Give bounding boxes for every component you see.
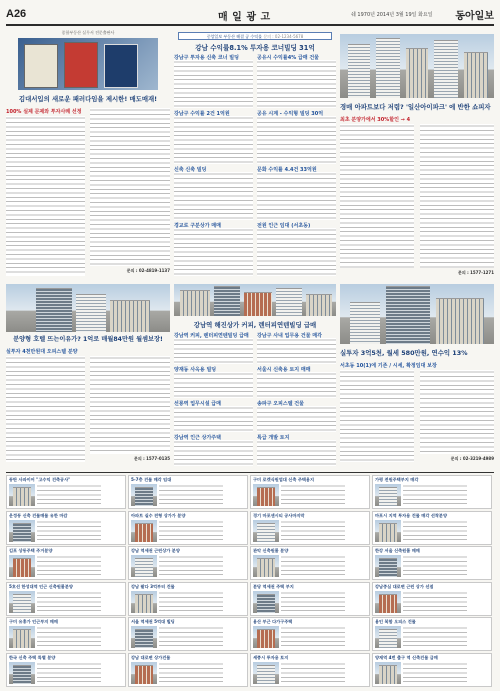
office-tower-image (340, 284, 494, 344)
classified-ad (128, 511, 248, 545)
classified-ad (372, 546, 492, 580)
classified-title: 동탄 사파이어 "고수익 건축공사" (9, 477, 71, 482)
classified-title: 용산 부근 다가구주택 (253, 619, 293, 625)
listing-item: 양재동 사옥용 빌딩 (174, 366, 253, 398)
classified-title: 경기 마포센시티 공사마지막 (253, 512, 305, 518)
ad-title: 강남 수익률8.1% 투자용 코너빌딩 31억 (195, 44, 315, 52)
classified-property-image (131, 662, 157, 684)
classified-ad (250, 582, 370, 616)
classified-property-image (131, 520, 157, 542)
ad-contact: 문의 : 02-3219-4989 (450, 456, 494, 461)
classified-title: 세종시 투자용 토지 (253, 655, 289, 660)
ad-subtitle: 실투자 4천만원대 오피스텔 분양 (6, 349, 78, 354)
classified-title: 마포시 지역 투자용 건물 매각 선착분양 (375, 512, 448, 518)
classified-ad (250, 617, 370, 651)
classified-title: 구미 로켓식원업대 신축 주택용지 (253, 477, 315, 482)
classified-body-text (403, 591, 467, 613)
classified-property-image (9, 662, 35, 684)
classified-body-text (403, 662, 467, 684)
classified-property-image (375, 626, 401, 648)
ad-body-text-col2 (420, 124, 494, 268)
ad-body-text-col2 (90, 356, 170, 454)
ad-mid-right (340, 284, 494, 470)
classified-ad (128, 475, 248, 509)
classified-body-text (403, 484, 467, 506)
classified-property-image (375, 662, 401, 684)
classified-body-text (37, 591, 101, 613)
classified-ad (250, 511, 370, 545)
classified-property-image (253, 591, 279, 613)
classified-body-text (159, 484, 223, 506)
classified-property-image (253, 626, 279, 648)
classified-ad (6, 653, 126, 687)
classified-property-image (253, 484, 279, 506)
listing-item: 강남역 커피, 렌터피연텐빌딩 급매 (174, 332, 253, 364)
classified-body-text (159, 591, 223, 613)
classified-title: 한국 신축 주택 특별 분양 (9, 655, 56, 660)
classified-title: 강남 역세권 근린상가 분양 (131, 548, 180, 554)
ad-tag: 종합부동산 실무서 전문출판사 (61, 30, 115, 35)
classified-title: 강남 대로변 상가건물 (131, 655, 171, 660)
listing-item: 서울시 신축용 토지 매매 (257, 366, 336, 398)
hotel-building-image (6, 284, 170, 332)
ad-body-text-col2 (90, 108, 170, 266)
issue-date: 쉐 1970년 2014년 3월 19일 화요일 (351, 12, 433, 18)
classified-title: 관악 신축원룸 분양 (253, 548, 289, 554)
classified-title: 가평 전원주택부지 매각 (375, 477, 419, 482)
classified-ad (128, 582, 248, 616)
classified-property-image (131, 555, 157, 577)
classified-title: 분당 역세권 주택 부지 (253, 583, 294, 589)
classified-body-text (37, 520, 101, 542)
classified-property-image (9, 555, 35, 577)
classified-title: 서울 역세권 5억대 빌딩 (131, 619, 175, 625)
classified-body-text (37, 662, 101, 684)
listing-item: 문화 수익률 4.4건 33억원 (257, 166, 336, 220)
classified-body-text (281, 484, 345, 506)
classified-body-text (281, 520, 345, 542)
classified-ad (128, 546, 248, 580)
listing-item: 송파구 오피스텔 건물 (257, 400, 336, 432)
ad-top-right (340, 30, 494, 280)
page-number: A26 (6, 8, 27, 20)
classified-property-image (9, 626, 35, 648)
classified-ad (6, 475, 126, 509)
classified-title: 구미 유흥가 인근부지 매매 (9, 619, 58, 625)
classified-ad (372, 511, 492, 545)
classified-title: 5-7층 건물 매각 임대 (131, 477, 172, 482)
classified-ad (6, 546, 126, 580)
ad-mid-left (6, 284, 170, 470)
classified-ad (250, 653, 370, 687)
classified-property-image (375, 520, 401, 542)
classified-body-text (281, 662, 345, 684)
ad-mid-center (174, 284, 336, 470)
classified-ad (6, 582, 126, 616)
classified-property-image (131, 591, 157, 613)
classified-body-text (159, 555, 223, 577)
listing-item: 선릉역 업무시설 급매 (174, 400, 253, 432)
classified-body-text (37, 555, 101, 577)
ad-contact: 문의 : 1577-1271 (457, 270, 494, 275)
listing-item: 경교로 구분상가 매매 (174, 222, 253, 276)
classified-body-text (159, 662, 223, 684)
classified-property-image (375, 484, 401, 506)
classified-body-text (403, 626, 467, 648)
listing-item: 강남구 투자용 신축 코너 빌딩 (174, 54, 253, 108)
newspaper-logo: 동아일보 (455, 11, 494, 22)
listing-grid (174, 332, 336, 468)
classified-property-image (131, 626, 157, 648)
ad-title: 경매 아파트보다 저렴? '일산아이파크' 에 반한 쇼피자 (340, 103, 491, 111)
classified-ad (128, 653, 248, 687)
classified-ad (372, 475, 492, 509)
classified-property-image (253, 662, 279, 684)
classified-title: 강남중심 대로변 근린 상가 선점 (375, 583, 434, 589)
ad-subtitle: 100% 실제 문제와 투자사례 선정 (6, 109, 82, 114)
book-covers-image (18, 38, 158, 90)
classified-title: 양재역 4번 출구 역 신축건물 급매 (375, 655, 438, 660)
classified-title: 아파트 실수 전형 상가가 분양 (131, 512, 186, 518)
ad-title: 실투자 3억5천, 월세 580만원, 연수익 13% (340, 349, 468, 357)
listing-item: 전원 인근 임대 (서초동) (257, 222, 336, 276)
ad-subtitle: 최초 분양가에서 30%할인 → 4 (340, 117, 411, 122)
classified-body-text (37, 626, 101, 648)
ad-title: 분양형 호텔 뜨는이유가? 1억로 매월84만원 월셈보장! (13, 336, 163, 343)
classified-body-text (281, 626, 345, 648)
classified-ad (250, 475, 370, 509)
listing-item: 공유시 수익률4% 급매 건물 (257, 54, 336, 108)
listing-item: 공유 시계 - 수익형 빌딩 30억 (257, 110, 336, 164)
classified-title: 한강 서울 신축원룸 매매 (375, 548, 420, 554)
classified-ad (372, 582, 492, 616)
classified-title: 운정동 신축 건물매물 유한 마감 (9, 512, 68, 518)
ad-top-left (6, 30, 170, 280)
ad-body-text-col2 (420, 370, 494, 454)
listing-grid (174, 54, 336, 278)
classified-property-image (375, 591, 401, 613)
classified-property-image (9, 591, 35, 613)
classified-body-text (159, 626, 223, 648)
ad-title: 강남역 해진상가 커피, 렌터피연텐빌딩 급매 (193, 321, 317, 329)
ad-body-text-col1 (6, 356, 85, 462)
classified-ad (6, 511, 126, 545)
apartment-complex-image (340, 34, 494, 98)
listing-item: 강남구 사내 업무용 건물 매각 (257, 332, 336, 364)
listing-item: 강남구 수익률 2건 1억원 (174, 110, 253, 164)
classified-property-image (253, 555, 279, 577)
ad-contact: 문의 : 1577-0135 (133, 456, 170, 461)
listing-item: 특급 개발 토지 (257, 434, 336, 466)
building-street-image (174, 284, 336, 316)
classified-ad (128, 617, 248, 651)
ad-tag: 중앙일보 부동산 해결 공 수익률 문의 : 02-1234-5678 (178, 32, 332, 40)
page-header (6, 4, 494, 26)
classified-property-image (9, 484, 35, 506)
classified-grid (6, 475, 494, 689)
classified-body-text (403, 520, 467, 542)
classified-property-image (9, 520, 35, 542)
ad-body-text-col1 (340, 124, 414, 268)
classified-body-text (403, 555, 467, 577)
classified-property-image (253, 520, 279, 542)
ad-body-text-col1 (340, 370, 414, 462)
classified-property-image (375, 555, 401, 577)
classified-ad (6, 617, 126, 651)
ad-top-center (174, 30, 336, 280)
section-title: 매 일 광 고 (218, 12, 272, 23)
ad-contact: 문의 : 02-4819-1137 (126, 268, 170, 273)
classified-ad (250, 546, 370, 580)
classified-title: 강남 팔다 3억부터 건물 (131, 583, 175, 589)
section-divider (6, 472, 494, 473)
listing-item: 강남역 인근 상가주택 (174, 434, 253, 466)
classified-body-text (281, 591, 345, 613)
classified-ad (372, 617, 492, 651)
classified-ad (372, 653, 492, 687)
classified-title: 5호선 한성대역 인근 신축원룸분양 (9, 583, 73, 589)
classified-body-text (281, 555, 345, 577)
classified-title: 김포 상동주택 주거분양 (9, 548, 53, 554)
classified-title: 용인 복합 오피스 건물 (375, 619, 416, 625)
classified-body-text (37, 484, 101, 506)
ad-body-text-col1 (6, 116, 85, 276)
classified-body-text (159, 520, 223, 542)
listing-item: 신축 신축 빌딩 (174, 166, 253, 220)
classified-property-image (131, 484, 157, 506)
ad-subtitle: 서초동 10(1)에 기존 / 시세, 확정임대 보장 (340, 363, 437, 368)
ad-title: 김대서입의 새로운 패러다임을 제시한! 매도매재! (18, 95, 158, 103)
